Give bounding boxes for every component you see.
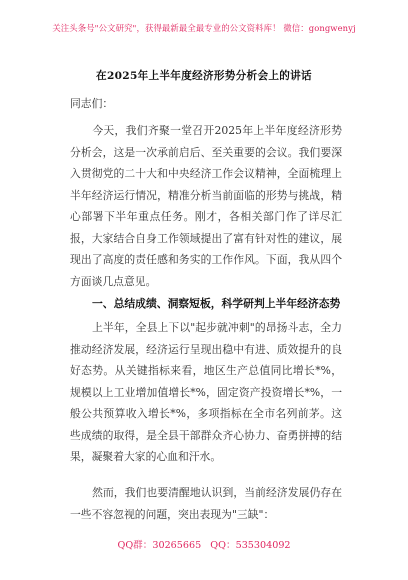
document-title: 在2025年上半年度经济形势分析会上的讲话 <box>96 70 312 82</box>
promo-banner: 关注头条号"公文研究"，获得最新最全最专业的公文资料库！ 微信：gongwenyj <box>52 23 356 33</box>
qq-group: QQ群：30265665 <box>117 540 202 551</box>
contact-footer <box>0 537 408 551</box>
section-heading-1: 一、总结成绩、洞察短板，科学研判上半年经济态势 <box>92 297 341 310</box>
paragraph-intro <box>70 120 342 292</box>
paragraph-problems-text: 然而，我们也要清醒地认识到，当前经济发展仍存在一些不容忽视的问题，突出表现为"三缺"： <box>70 486 342 521</box>
salutation: 同志们： <box>70 97 114 110</box>
paragraph-achievements-text: 上半年，全县上下以"起步就冲刺"的昂扬斗志，全力推动经济发展，经济运行呈现出稳中有进、质效提升的良好态势。从关键指标来看，地区生产总值同比增长*%，规模以上工业增加值增长*%，固定资产投资增长*%，一般公共预算收入增长*%，多项指标在全市名列前茅。这些成绩的取得，是全县干部群众齐心协力、奋勇拼搏的结果，凝聚着大家的心血和汗水。 <box>70 321 342 463</box>
paragraph-intro-text: 今天，我们齐聚一堂召开2025年上半年度经济形势分析会，这是一次承前启后、至关重要的会议。我们要深入贯彻党的二十大和中央经济工作会议精神，全面梳理上半年经济运行情况，精准分析当前面临的形势与挑战，精心部署下半年重点任务。刚才，各相关部门作了详尽汇报，大家结合自身工作领域提出了富有针对性的建议，展现出了高度的责任感和务实的工作作风。下面，我从四个方面谈几点意见。 <box>70 124 342 288</box>
paragraph-achievements <box>70 317 342 468</box>
qq-number: QQ：535304092 <box>210 540 291 551</box>
paragraph-problems <box>70 482 342 525</box>
